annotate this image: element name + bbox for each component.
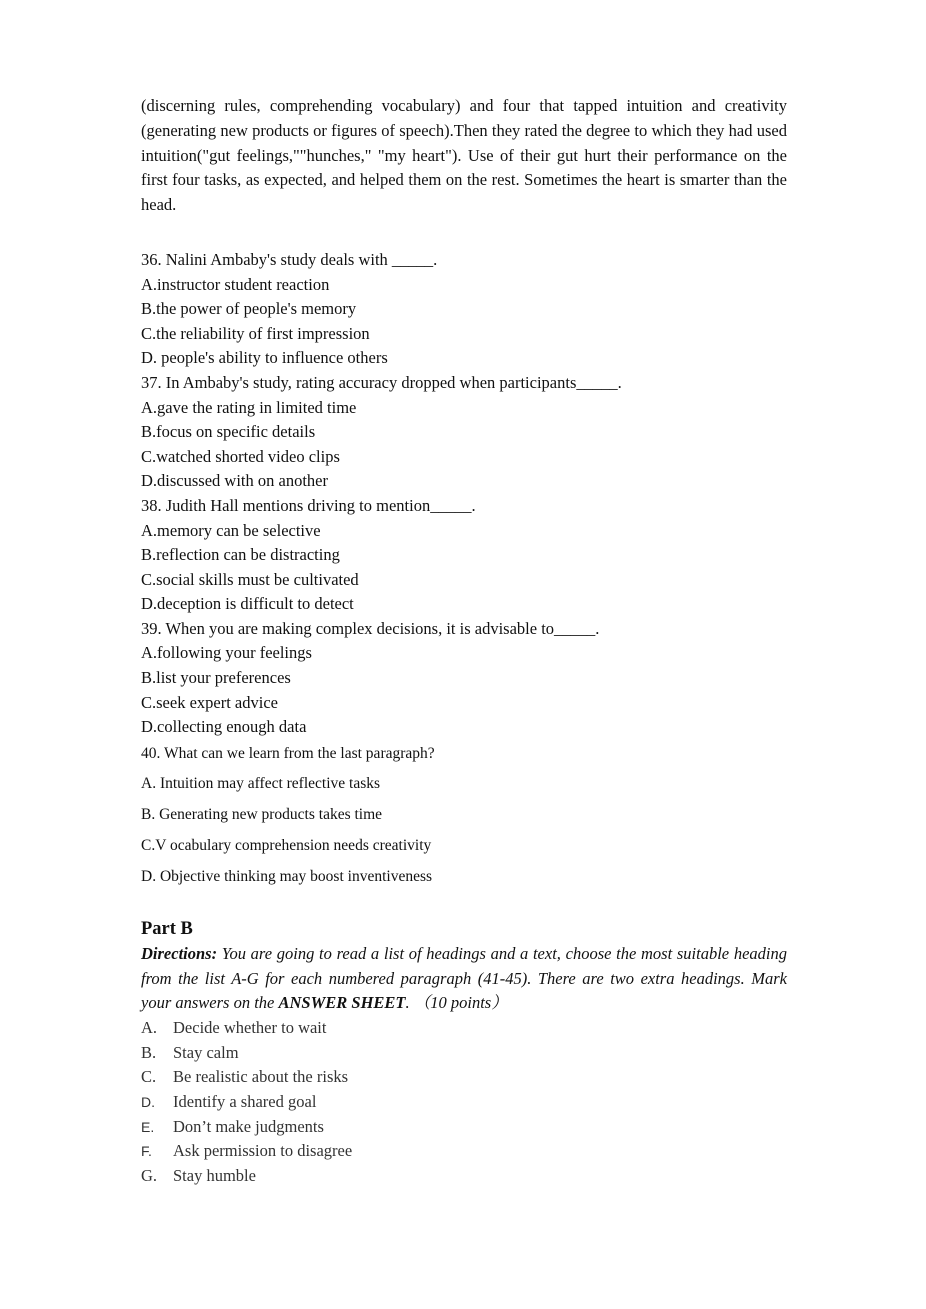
heading-text: Be realistic about the risks — [173, 1067, 349, 1087]
option-b: B.reflection can be distracting — [141, 545, 340, 565]
option-a: A.following your feelings — [141, 643, 312, 663]
option-a: A.gave the rating in limited time — [141, 397, 357, 417]
heading-item-a — [141, 1016, 787, 1041]
question-36 — [141, 248, 787, 371]
heading-letter: D. — [141, 1094, 155, 1111]
part-b-directions — [141, 942, 787, 1016]
question-39 — [141, 617, 787, 740]
heading-text: Don’t make judgments — [173, 1116, 324, 1136]
directions-text: You are going to read a list of headings and a text, choose the most suitable heading from the list A-G for each numbered paragraph (41-45). There are two extra headings. Mark your answers on the — [141, 943, 787, 1013]
heading-text: Identify a shared goal — [173, 1092, 317, 1112]
heading-item-e — [141, 1115, 787, 1140]
directions-label: Directions: — [141, 943, 218, 963]
option-a: A.instructor student reaction — [141, 274, 330, 294]
question-stem: 38. Judith Hall mentions driving to mention_____. — [141, 495, 476, 515]
option-b: B.focus on specific details — [141, 422, 316, 442]
option-c: C.social skills must be cultivated — [141, 569, 359, 589]
question-stem: 36. Nalini Ambaby's study deals with _____. — [141, 249, 438, 269]
option-a: A.memory can be selective — [141, 520, 321, 540]
heading-letter: A. — [141, 1018, 158, 1038]
question-stem: 40. What can we learn from the last paragraph? — [141, 744, 435, 762]
option-c: C.the reliability of first impression — [141, 323, 370, 343]
heading-letter: C. — [141, 1067, 157, 1087]
option-b: B.the power of people's memory — [141, 299, 357, 319]
heading-text: Stay humble — [173, 1165, 256, 1185]
heading-letter: B. — [141, 1042, 157, 1062]
option-b: B.list your preferences — [141, 668, 291, 688]
heading-item-b — [141, 1041, 787, 1066]
question-stem: 39. When you are making complex decisions, it is advisable to_____. — [141, 618, 600, 638]
questions-section — [141, 248, 787, 892]
option-d: D.discussed with on another — [141, 471, 328, 491]
option-c: C.V ocabulary comprehension needs creativity — [141, 836, 432, 854]
headings-list — [141, 1016, 787, 1188]
option-a: A. Intuition may affect reflective tasks — [141, 774, 381, 792]
option-b: B. Generating new products takes time — [141, 805, 383, 823]
question-stem: 37. In Ambaby's study, rating accuracy dropped when participants_____. — [141, 372, 622, 392]
part-b-section — [141, 916, 787, 1189]
document-page — [141, 94, 787, 1188]
option-c: C.seek expert advice — [141, 692, 278, 712]
question-40 — [141, 740, 787, 892]
question-38 — [141, 494, 787, 617]
option-d: D. Objective thinking may boost inventiveness — [141, 867, 433, 885]
heading-item-f — [141, 1139, 787, 1164]
answer-sheet-label: ANSWER SHEET — [278, 993, 406, 1013]
option-c: C.watched shorted video clips — [141, 446, 340, 466]
heading-letter: F. — [141, 1143, 152, 1160]
heading-text: Stay calm — [173, 1042, 239, 1062]
directions-points: . （10 points） — [405, 993, 508, 1013]
part-b-title: Part B — [141, 918, 193, 939]
heading-text: Ask permission to disagree — [173, 1141, 353, 1161]
option-d: D. people's ability to influence others — [141, 348, 388, 368]
question-37 — [141, 371, 787, 494]
option-d: D.deception is difficult to detect — [141, 594, 354, 614]
heading-item-g — [141, 1164, 787, 1189]
heading-text: Decide whether to wait — [173, 1018, 327, 1038]
passage-paragraph: (discerning rules, comprehending vocabulary) and four that tapped intuition and creativity (generating new products or figures of speech).Then they rated the degree to which they had used intuition("gut feelings,""hunches," "my heart"). Use of their gut hurt their performance on the first four tasks, as expected, and helped them on the rest. Sometimes the heart is smarter than the head. — [141, 96, 787, 215]
heading-letter: G. — [141, 1165, 158, 1185]
heading-item-d — [141, 1090, 787, 1115]
option-d: D.collecting enough data — [141, 717, 307, 737]
heading-letter: E. — [141, 1118, 155, 1135]
heading-item-c — [141, 1065, 787, 1090]
